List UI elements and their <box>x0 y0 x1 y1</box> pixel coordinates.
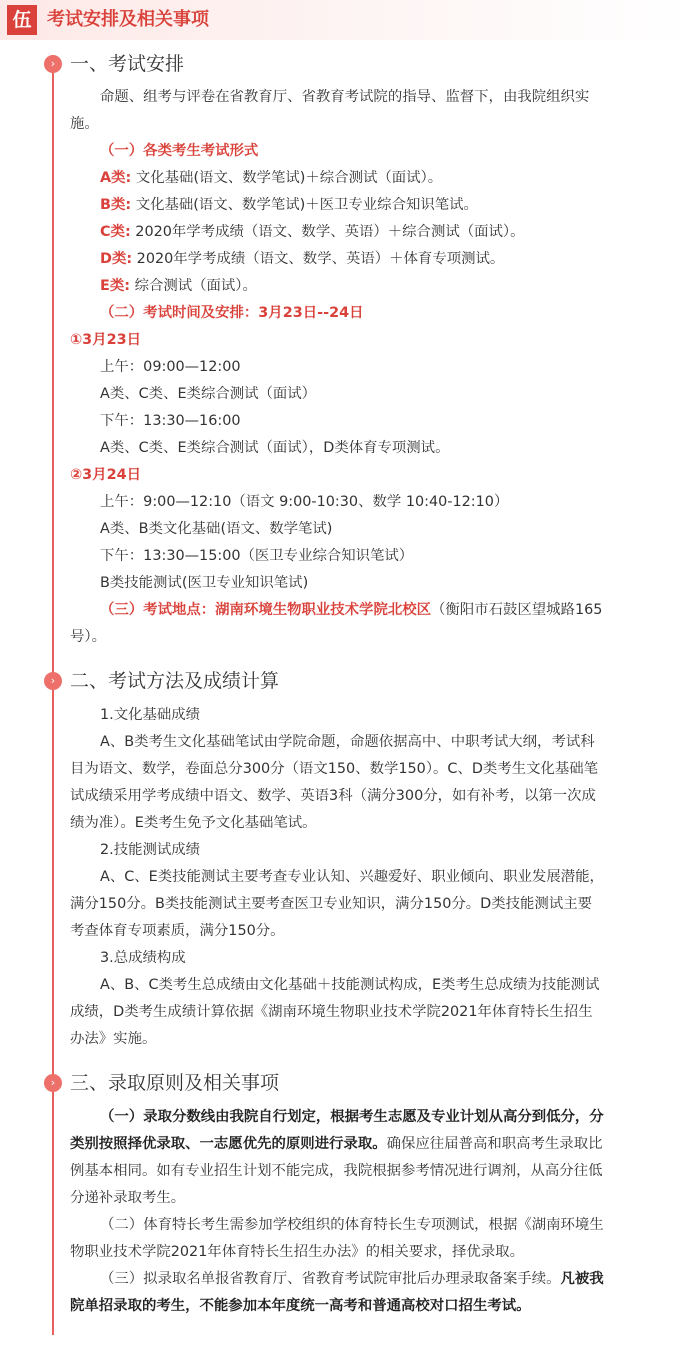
paragraph-line: A、B、C类考生总成绩由文化基础＋技能测试构成，E类考生总成绩为技能测试 <box>100 977 600 993</box>
subheading-exam-time: （二）考试时间及安排：3月23日--24日 <box>100 305 364 321</box>
paragraph-line: A、B类考生文化基础笔试由学院命题，命题依据高中、中职考试大纲，考试科 <box>100 734 595 750</box>
paragraph-line: 物职业技术学院2021年体育特长生招生办法》的相关要求，择优录取。 <box>70 1244 524 1260</box>
form-text: 文化基础(语文、数学笔试)＋医卫专业综合知识笔试。 <box>135 197 478 213</box>
schedule-line: 下午：13:30—15:00（医卫专业综合知识笔试） <box>100 548 414 564</box>
schedule-line: A类、C类、E类综合测试（面试） <box>100 386 317 402</box>
form-key: E类: <box>100 278 130 294</box>
schedule-line: 上午：09:00—12:00 <box>100 359 241 375</box>
date-heading-day1: ①3月23日 <box>70 332 142 348</box>
section-header-title: 考试安排及相关事项 <box>47 9 209 30</box>
form-key: A类: <box>100 170 132 186</box>
exam-form-d <box>100 249 504 269</box>
schedule-line: A类、C类、E类综合测试（面试），D类体育专项测试。 <box>100 440 450 456</box>
exam-location <box>100 600 602 620</box>
subheading-skill-score: 2.技能测试成绩 <box>100 842 201 858</box>
form-text: 2020年学考成绩（语文、数学、英语）＋体育专项测试。 <box>136 251 505 267</box>
paragraph-line: 施。 <box>70 116 99 132</box>
schedule-line: B类技能测试(医卫专业知识笔试) <box>100 575 309 591</box>
paragraph-line: 院单招录取的考生，不能参加本年度统一高考和普通高校对口招生考试。 <box>70 1298 531 1314</box>
paragraph-line: （一）录取分数线由我院自行划定，根据考生志愿及专业计划从高分到低分，分 <box>100 1109 604 1125</box>
paragraph-line: 试成绩采用学考成绩中语文、数学、英语3科（满分300分，如有补考，以第一次成 <box>70 788 596 804</box>
exam-form-c <box>100 222 525 242</box>
paragraph-line: 命题、组考与评卷在省教育厅、省教育考试院的指导、监督下，由我院组织实 <box>100 89 590 105</box>
section-number-badge: 伍 <box>7 5 37 35</box>
chevron-right-icon: › <box>44 55 62 73</box>
exam-form-e <box>100 276 257 296</box>
paragraph-line: 满分150分。B类技能测试主要考查医卫专业知识，满分150分。D类技能测试主要 <box>70 896 592 912</box>
paragraph-line: 目为语文、数学，卷面总分300分（语文150、数学150）。C、D类考生文化基础笔 <box>70 761 599 777</box>
paragraph-line: 例基本相同。如有专业招生计划不能完成，我院根据参考情况进行调剂，从高分往低 <box>70 1163 603 1179</box>
location-address-cont: 号）。 <box>70 629 106 645</box>
location-campus: 北校区 <box>387 602 432 618</box>
paragraph-line: A、C、E类技能测试主要考查专业认知、兴趣爱好、职业倾向、职业发展潜能， <box>100 869 604 885</box>
form-text: 综合测试（面试）。 <box>134 278 257 294</box>
paragraph-line: 分递补录取考生。 <box>70 1190 186 1206</box>
schedule-line: A类、B类文化基础(语文、数学笔试) <box>100 521 333 537</box>
section-title-admission: 三、录取原则及相关事项 <box>70 1072 280 1094</box>
subheading-total-score: 3.总成绩构成 <box>100 950 186 966</box>
section-header <box>0 0 691 40</box>
chevron-right-icon: › <box>44 1074 62 1092</box>
subheading-culture-score: 1.文化基础成绩 <box>100 707 201 723</box>
subheading-exam-forms: （一）各类考生考试形式 <box>100 143 259 159</box>
form-key: B类: <box>100 197 132 213</box>
form-text: 文化基础(语文、数学笔试)＋综合测试（面试）。 <box>135 170 443 186</box>
section-title-exam-method: 二、考试方法及成绩计算 <box>70 670 280 692</box>
schedule-line: 上午：9:00—12:10（语文 9:00-10:30、数学 10:40-12:10） <box>100 494 509 510</box>
schedule-line: 下午：13:30—16:00 <box>100 413 241 429</box>
form-key: D类: <box>100 251 133 267</box>
bold-text: 类别按照择优录取、一志愿优先的原则进行录取。 <box>70 1136 387 1152</box>
paragraph-line: 考查体育专项素质，满分150分。 <box>70 923 285 939</box>
location-label: （三）考试地点： <box>100 602 216 618</box>
paragraph-line <box>70 1134 602 1154</box>
exam-form-b <box>100 195 478 215</box>
section-title-exam-arrangement: 一、考试安排 <box>70 53 185 75</box>
paragraph-line: 绩为准）。E类考生免予文化基础笔试。 <box>70 815 317 831</box>
paragraph-line: 成绩，D类考生成绩计算依据《湖南环境生物职业技术学院2021年体育特长生招生 <box>70 1004 593 1020</box>
location-school: 湖南环境生物职业技术学院 <box>215 602 388 618</box>
bold-text: 凡被我 <box>560 1271 604 1287</box>
form-text: 2020年学考成绩（语文、数学、英语）＋综合测试（面试）。 <box>135 224 525 240</box>
date-heading-day2: ②3月24日 <box>70 467 142 483</box>
normal-text: 确保应往届普高和职高考生录取比 <box>386 1136 603 1152</box>
chevron-right-icon: › <box>44 672 62 690</box>
exam-form-a <box>100 168 442 188</box>
paragraph-line: 办法》实施。 <box>70 1031 157 1047</box>
paragraph-line <box>100 1269 604 1289</box>
location-address: （衡阳市石鼓区望城路165 <box>431 602 603 618</box>
form-key: C类: <box>100 224 131 240</box>
normal-text: （三）拟录取名单报省教育厅、省教育考试院审批后办理录取备案手续。 <box>100 1271 561 1287</box>
timeline-line <box>52 55 54 1335</box>
paragraph-line: （二）体育特长考生需参加学校组织的体育特长生专项测试，根据《湖南环境生 <box>100 1217 604 1233</box>
